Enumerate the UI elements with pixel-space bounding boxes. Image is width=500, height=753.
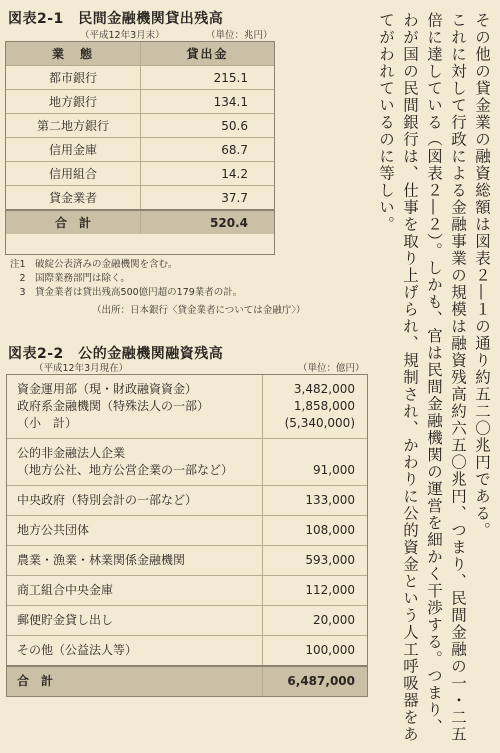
table2-value-line [263, 445, 355, 462]
table-row [6, 66, 274, 90]
table2-label: 農業・漁業・林業関係金融機関 [17, 553, 186, 567]
table-row [6, 114, 274, 138]
table2-total-row [7, 665, 367, 696]
table1-total-row [6, 210, 274, 234]
table2-date: （平成12年3月現在） [34, 363, 129, 374]
table1 [6, 42, 274, 234]
table-row [6, 162, 274, 186]
table2-label-line: 政府系金融機関（特殊法人の一部） [17, 399, 210, 413]
table-row [6, 186, 274, 211]
table-row [7, 575, 367, 605]
table2-value [262, 439, 367, 485]
table2-label-line: （小 計） [17, 416, 78, 430]
table1-category: 地方銀行 [6, 90, 141, 114]
table2-value: 112,000 [262, 576, 367, 605]
table2-label-line: 資金運用部（現・財政融資資金） [17, 382, 198, 396]
table-row [7, 635, 367, 665]
table-row [7, 485, 367, 515]
table2-value: 20,000 [262, 606, 367, 635]
table2-label-line: 公的非金融法人企業 [17, 446, 126, 460]
table1-category: 第二地方銀行 [6, 114, 141, 138]
table2-label [7, 375, 262, 438]
table-row [7, 545, 367, 575]
table1-header-value: 貸出金 [141, 42, 275, 66]
table1-value: 134.1 [141, 90, 275, 114]
table1-value: 215.1 [141, 66, 275, 90]
table1-header-row [6, 42, 274, 66]
table1-category: 信用金庫 [6, 138, 141, 162]
table1-value: 50.6 [141, 114, 275, 138]
table1-total-label: 合 計 [6, 210, 141, 234]
table1-value: 68.7 [141, 138, 275, 162]
table1-value: 37.7 [141, 186, 275, 211]
table-row [7, 375, 367, 438]
table2-value: 593,000 [262, 546, 367, 575]
table2-label: 地方公共団体 [17, 523, 90, 537]
table2-value: 133,000 [262, 486, 367, 515]
table2-unit: （単位：億円） [298, 363, 365, 374]
table2-value: 108,000 [262, 516, 367, 545]
table1-source: （出所：日本銀行〈貸金業者については金融庁〉） [92, 305, 306, 316]
table2-total-label: 合 計 [17, 674, 54, 688]
table2-value-line: 3,482,000 [293, 382, 355, 396]
body-text [368, 12, 494, 747]
table2-value-line: (5,340,000) [284, 416, 355, 430]
table2-value-line: 1,858,000 [293, 399, 355, 413]
table2-total-value: 6,487,000 [262, 667, 367, 696]
table2-value [262, 375, 367, 438]
table1-note-2: 2 国際業務部門は除く。 [10, 273, 130, 284]
table1-unit: （単位：兆円） [206, 30, 273, 41]
table1-note-3: 3 貸金業者は貸出残高500億円超の179業者の計。 [10, 287, 243, 298]
table1-value: 14.2 [141, 162, 275, 186]
body-paragraph: これに対して行政による金融事業の規模は融資残高約六五〇兆円、つまり、民間金融の一・二五倍に達している（図表２―２）。しかも、官は民間金融機関の運営を細かく干渉する。つまり、わが国の民間銀行は、仕事を取り上げられ、規制され、かわりに公的資金という人工呼吸器をあてがわれているのに等しい。 [377, 12, 467, 743]
table1-category: 貸金業者 [6, 186, 141, 211]
table2-label: 商工組合中央金庫 [17, 583, 114, 597]
table-row [7, 515, 367, 545]
table-row [6, 90, 274, 114]
body-paragraph: その他の貸金業の融資総額は図表２―１の通り約五二〇兆円である。 [473, 12, 491, 539]
table1-header-category: 業 態 [6, 42, 141, 66]
table1-category: 都市銀行 [6, 66, 141, 90]
table2 [6, 374, 368, 697]
table2-value: 100,000 [262, 636, 367, 665]
table2-label: その他（公益法人等） [17, 643, 138, 657]
table2-label [7, 439, 262, 485]
table2-title: 図表2-2 公的金融機関融資残高 [8, 346, 224, 362]
table1-note-1: 注1 破綻公表済みの金融機関を含む。 [10, 259, 178, 270]
table2-label: 中央政府（特別会計の一部など） [17, 493, 198, 507]
table-row [7, 605, 367, 635]
table2-value-line: 91,000 [313, 463, 355, 477]
table1-title: 図表2-1 民間金融機関貸出残高 [8, 11, 224, 27]
table-row [7, 438, 367, 485]
table1-date: （平成12年3月末） [80, 30, 165, 41]
table-row [6, 138, 274, 162]
table1-category: 信用組合 [6, 162, 141, 186]
table2-label: 郵便貯金貸し出し [17, 613, 114, 627]
table2-label-line: （地方公社、地方公営企業の一部など） [17, 463, 234, 477]
table1-total-value: 520.4 [141, 210, 275, 234]
